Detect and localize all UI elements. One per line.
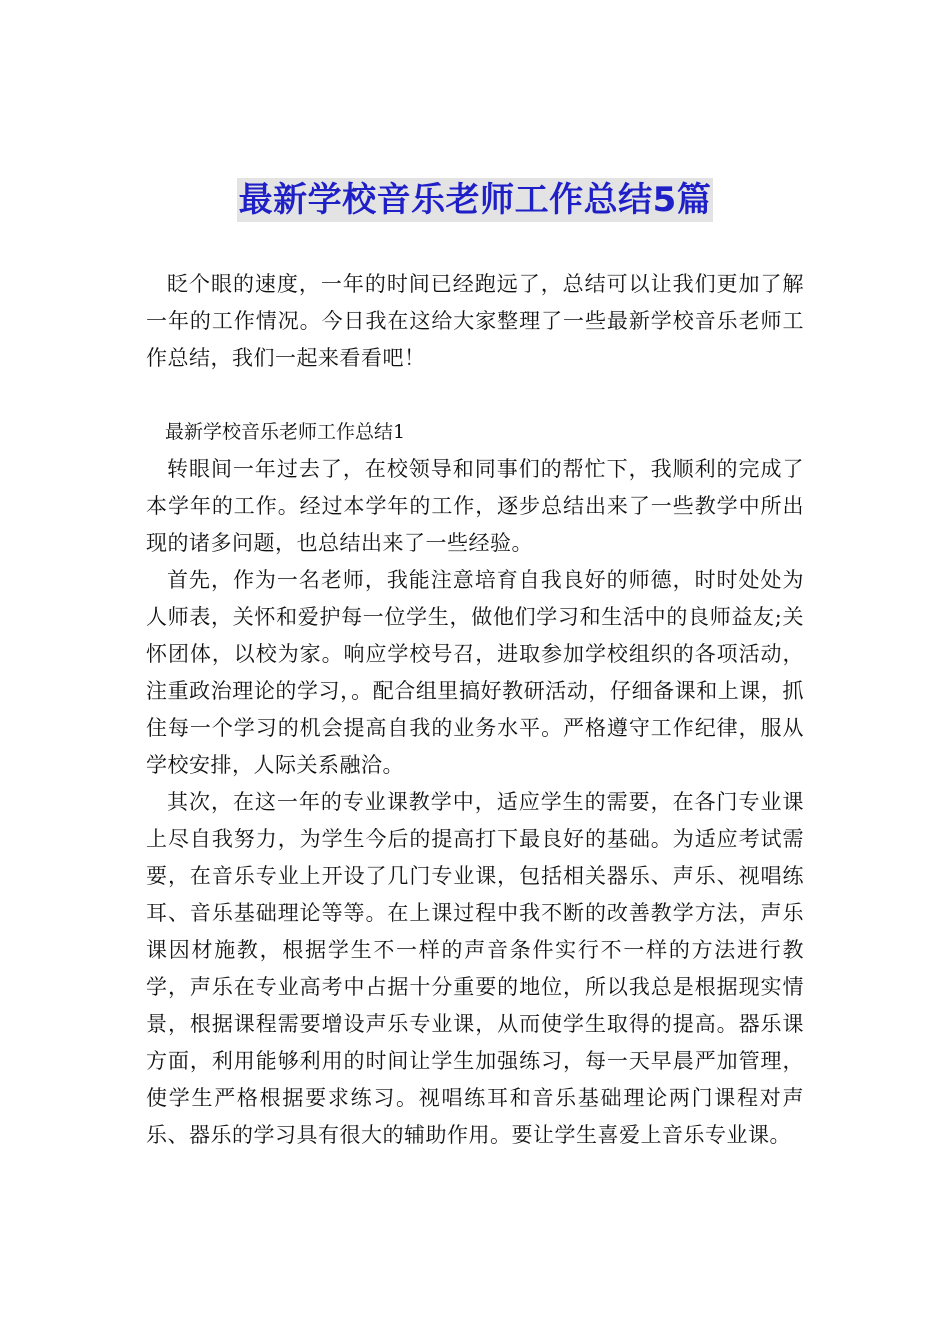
body-paragraph: 首先，作为一名老师，我能注意培育自我良好的师德，时时处处为人师表，关怀和爱护每一位学生，做他们学习和生活中的良师益友;关怀团体，以校为家。响应学校号召，进取参加学校组织的各项活动，注重政治理论的学习，。配合组里搞好教研活动，仔细备课和上课，抓住每一个学习的机会提高自我的业务水平。严格遵守工作纪律，服从学校安排，人际关系融洽。 <box>146 568 804 777</box>
body-paragraph: 其次，在这一年的专业课教学中，适应学生的需要，在各门专业课上尽自我努力，为学生今后的提高打下最良好的基础。为适应考试需要，在音乐专业上开设了几门专业课，包括相关器乐、声乐、视唱练耳、音乐基础理论等等。在上课过程中我不断的改善教学方法，声乐课因材施教，根据学生不一样的声音条件实行不一样的方法进行教学，声乐在专业高考中占据十分重要的地位，所以我总是根据现实情景，根据课程需要增设声乐专业课，从而使学生取得的提高。器乐课方面，利用能够利用的时间让学生加强练习，每一天早晨严加管理，使学生严格根据要求练习。视唱练耳和音乐基础理论两门课程对声乐、器乐的学习具有很大的辅助作用。要让学生喜爱上音乐专业课。 <box>146 790 804 1147</box>
spacer <box>146 377 804 414</box>
title-container <box>0 178 950 222</box>
body-paragraph: 转眼间一年过去了，在校领导和同事们的帮忙下，我顺利的完成了本学年的工作。经过本学年的工作，逐步总结出来了一些教学中所出现的诸多问题，也总结出来了一些经验。 <box>146 457 804 555</box>
section-heading: 最新学校音乐老师工作总结1 <box>165 421 406 443</box>
document-body <box>146 266 804 1154</box>
document-title: 最新学校音乐老师工作总结5篇 <box>238 180 712 220</box>
intro-paragraph: 眨个眼的速度，一年的时间已经跑远了，总结可以让我们更加了解一年的工作情况。今日我在这给大家整理了一些最新学校音乐老师工作总结，我们一起来看看吧！ <box>146 272 804 370</box>
